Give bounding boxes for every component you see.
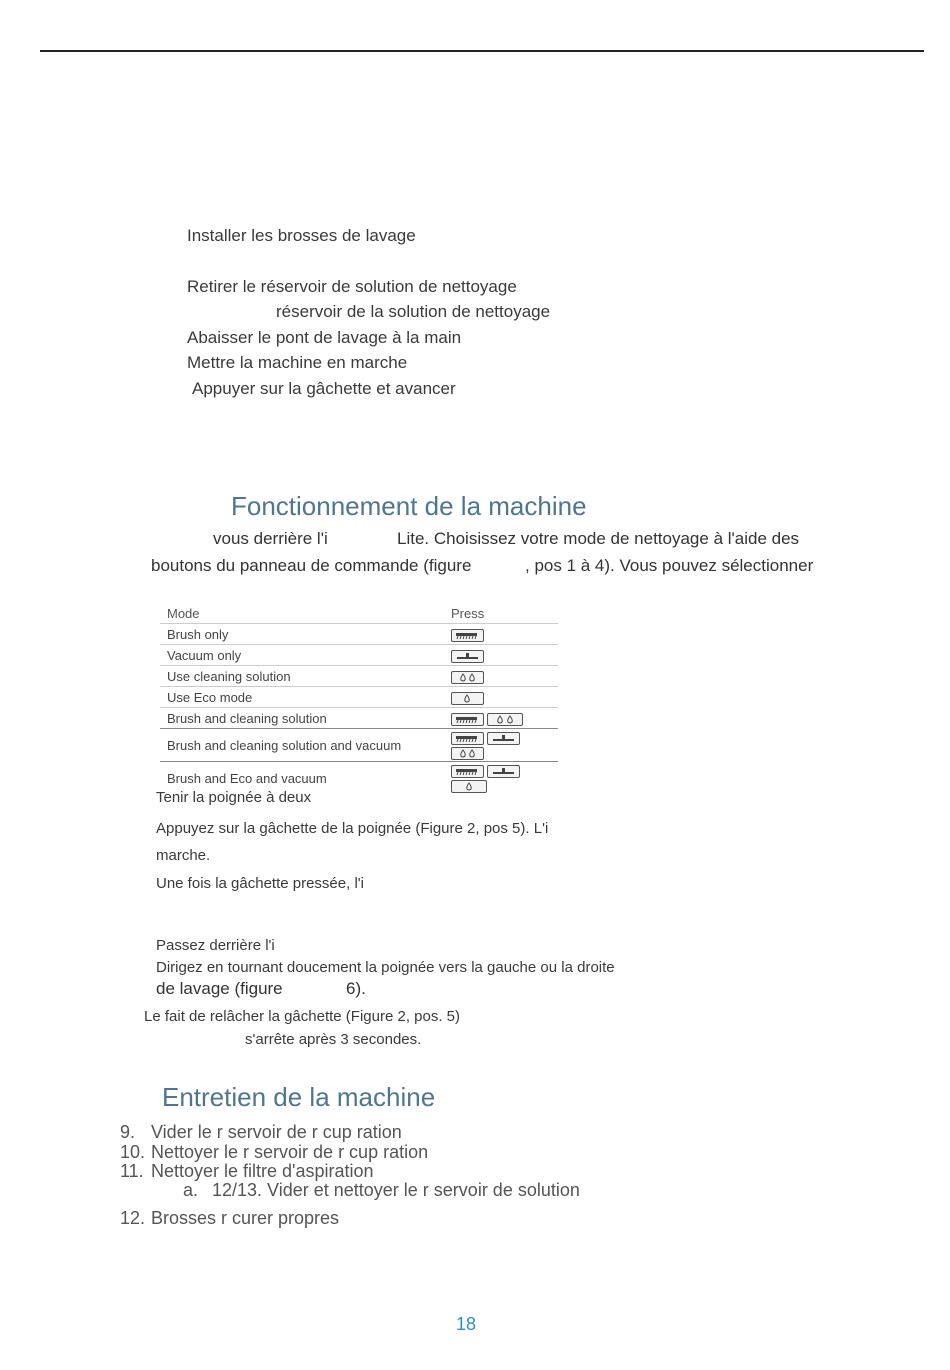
section-title-maintenance: Entretien de la machine: [162, 1082, 436, 1112]
mode-column-header: Mode: [167, 605, 200, 621]
operation-para-line2-a: boutons du panneau de commande (figure: [151, 556, 472, 575]
mode-cell: Use cleaning solution: [160, 666, 451, 687]
table-row: [160, 645, 558, 666]
table-row: [160, 624, 558, 645]
instruction-walk-behind: Passez derrière l'i: [156, 937, 275, 954]
press-cell: [451, 624, 558, 645]
mode-cell: Vacuum only: [160, 645, 451, 666]
mode-cell: Brush and cleaning solution and vacuum: [160, 729, 451, 762]
operation-para-line2-b: , pos 1 à 4). Vous pouvez sélectionner: [525, 556, 814, 575]
page-number: 18: [456, 1314, 477, 1334]
vacuum-icon: [487, 765, 520, 778]
list-item: Nettoyer le r servoir de r cup ration: [151, 1142, 429, 1162]
brush-icon: [451, 629, 484, 642]
instruction-figure-ref-b: 6).: [346, 979, 366, 998]
list-item-num: 9.: [120, 1122, 136, 1142]
solution-icon: [451, 671, 484, 684]
list-item: Brosses r curer propres: [151, 1208, 340, 1228]
eco-icon: [451, 780, 487, 793]
step-install-brushes: Installer les brosses de lavage: [187, 226, 416, 245]
table-row: [160, 708, 558, 729]
brush-icon: [451, 732, 484, 745]
press-cell: [451, 729, 558, 762]
mode-table: [160, 602, 558, 794]
mode-cell: Brush only: [160, 624, 451, 645]
brush-icon: [451, 713, 484, 726]
section-title-operation: Fonctionnement de la machine: [231, 491, 587, 521]
press-cell: [451, 708, 558, 729]
instruction-release-trigger: Le fait de relâcher la gâchette (Figure 2, pos. 5): [144, 1008, 461, 1025]
operation-para-line1-a: vous derrière l'i: [213, 529, 328, 548]
instruction-steer: Dirigez en tournant doucement la poignée vers la gauche ou la droite: [156, 959, 615, 976]
operation-para-line1-b: Lite. Choisissez votre mode de nettoyage à l'aide des: [397, 529, 800, 548]
mode-cell: Use Eco mode: [160, 687, 451, 708]
step-lower-deck: Abaisser le pont de lavage à la main: [187, 328, 462, 347]
eco-icon: [451, 692, 484, 705]
instruction-stops: s'arrête après 3 secondes.: [245, 1031, 422, 1048]
brush-icon: [451, 765, 484, 778]
mode-cell: Brush and cleaning solution: [160, 708, 451, 729]
step-power-on: Mettre la machine en marche: [187, 353, 408, 372]
solution-icon: [487, 713, 523, 726]
table-row: [160, 687, 558, 708]
table-row: [160, 729, 558, 762]
step-press-trigger: Appuyer sur la gâchette et avancer: [192, 379, 456, 398]
instruction-figure-ref-a: de lavage (figure: [156, 979, 283, 998]
vacuum-icon: [487, 732, 520, 745]
list-item: 12/13. Vider et nettoyer le r servoir de solution: [212, 1180, 580, 1200]
vacuum-icon: [451, 650, 484, 663]
list-item-num: 12.: [120, 1208, 146, 1228]
press-column-header: Press: [451, 605, 485, 621]
header-rule: [40, 50, 924, 52]
instruction-hold-handle: Tenir la poignée à deux: [156, 789, 312, 806]
step-solution-tank: réservoir de la solution de nettoyage: [276, 302, 551, 321]
list-item-num: a.: [183, 1180, 199, 1200]
list-item-num: 10.: [120, 1142, 146, 1162]
list-item: Nettoyer le filtre d'aspiration: [151, 1161, 374, 1181]
table-row: [160, 666, 558, 687]
list-item: Vider le r servoir de r cup ration: [151, 1122, 402, 1142]
press-cell: [451, 666, 558, 687]
mode-table-header: [160, 602, 558, 624]
solution-icon: [451, 747, 484, 760]
instruction-trigger-pressed: Une fois la gâchette pressée, l'i: [156, 875, 364, 892]
list-item-num: 11.: [120, 1161, 144, 1181]
instruction-press-trigger: Appuyez sur la gâchette de la poignée (Figure 2, pos 5). L'i: [156, 820, 549, 837]
press-cell: [451, 645, 558, 666]
press-cell: [451, 762, 558, 795]
instruction-marche: marche.: [156, 847, 211, 864]
step-remove-solution-tank: Retirer le réservoir de solution de nettoyage: [187, 277, 517, 296]
press-cell: [451, 687, 558, 708]
mode-cell: Brush and Eco and vacuum: [160, 762, 451, 795]
